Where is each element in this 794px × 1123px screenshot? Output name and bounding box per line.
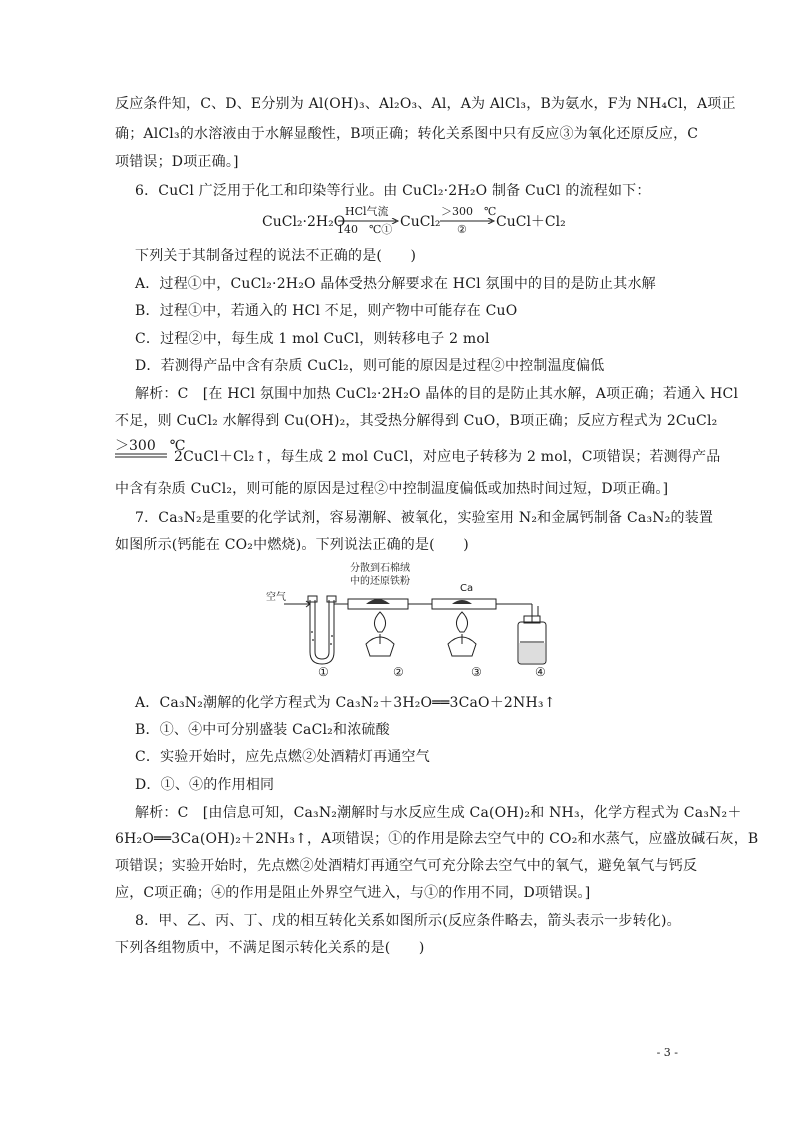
device-3-label: ③ <box>471 665 482 679</box>
question-7-line-1: 7．Ca₃N₂是重要的化学试剂，容易潮解、被氧化，实验室用 N₂和金属钙制备 Ca₃N₂的装置 <box>135 510 714 526</box>
equal-sign-long <box>115 453 169 459</box>
question-6: 6．CuCl 广泛用于化工和印染等行业。由 CuCl₂·2H₂O 制备 CuCl 的流程如下： <box>135 183 651 199</box>
flow-product: CuCl＋Cl₂ <box>496 214 566 230</box>
flow-reactant: CuCl₂·2H₂O <box>262 214 346 230</box>
device-2-label: ② <box>393 665 404 679</box>
apparatus-diagram <box>262 560 562 680</box>
answer-6-line-2: 不足，则 CuCl₂ 水解得到 Cu(OH)₂，其受热分解得到 CuO，B项正确；反应方程式为 2CuCl₂ <box>115 413 718 429</box>
flow-cond2-top: ＞300 ℃ <box>441 205 497 218</box>
page-number: - 3 - <box>656 1046 678 1059</box>
answer-6-line-4: 中含有杂质 CuCl₂，则可能的原因是过程②中控制温度偏低或加热时间过短，D项正确。] <box>115 481 669 497</box>
option-b: B．①、④中可分别盛装 CaCl₂和浓硫酸 <box>135 722 390 738</box>
flow-middle: CuCl₂ <box>400 214 441 230</box>
option-c: C．实验开始时，应先点燃②处酒精灯再通空气 <box>135 749 430 765</box>
option-a: A．过程①中，CuCl₂·2H₂O 晶体受热分解要求在 HCl 氛围中的目的是防止其水解 <box>135 276 656 292</box>
question-8-line-2: 下列各组物质中，不满足图示转化关系的是( ) <box>115 940 425 956</box>
answer-7-line-1: 解析：C [由信息可知，Ca₃N₂潮解时与水反应生成 Ca(OH)₂和 NH₃，化学方程式为 Ca₃N₂＋ <box>135 805 742 821</box>
flow-cond1-top: HCl气流 <box>345 205 389 218</box>
question-7-line-2: 如图所示(钙能在 CO₂中燃烧)。下列说法正确的是( ) <box>115 537 469 553</box>
option-d: D．①、④的作用相同 <box>135 777 275 793</box>
device-4-label: ④ <box>535 665 546 679</box>
answer-6-line-3: 2CuCl＋Cl₂↑，每生成 2 mol CuCl，对应电子转移为 2 mol，C项错误；若测得产品 <box>174 449 721 465</box>
flow-arrow-1 <box>338 218 400 224</box>
flow-arrow-2 <box>440 218 496 224</box>
answer-7-line-3: 项错误；实验开始时，先点燃②处酒精灯再通空气可充分除去空气中的氧气，避免氧气与钙反 <box>115 858 698 874</box>
answer-6-condition: ＞300 ℃ <box>115 438 186 454</box>
calcium-label: Ca <box>460 583 474 594</box>
text-line: 反应条件知，C、D、E分别为 Al(OH)₃、Al₂O₃、Al，A为 AlCl₃，B为氨水，F为 NH₄Cl，A项正 <box>115 96 736 112</box>
text-line: 项错误；D项正确。] <box>115 154 239 170</box>
option-b: B．过程①中，若通入的 HCl 不足，则产物中可能存在 CuO <box>135 303 518 319</box>
device-1-label: ① <box>318 665 329 679</box>
option-c: C．过程②中，每生成 1 mol CuCl，则转移电子 2 mol <box>135 331 490 347</box>
iron-powder-label-1: 分散到石棉绒 <box>350 563 410 574</box>
answer-7-line-2: 6H₂O══3Ca(OH)₂＋2NH₃↑，A项错误；①的作用是除去空气中的 CO₂和水蒸气，应盛放碱石灰，B <box>115 831 759 847</box>
flow-cond1-bottom: 140 ℃① <box>337 223 393 236</box>
answer-6-line-1: 解析：C [在 HCl 氛围中加热 CuCl₂·2H₂O 晶体的目的是防止其水解，A项正确；若通入 HCl <box>135 386 739 402</box>
flow-cond2-bottom: ② <box>457 223 467 236</box>
question-8-line-1: 8．甲、乙、丙、丁、戊的相互转化关系如图所示(反应条件略去，箭头表示一步转化)。 <box>135 913 681 929</box>
answer-7-line-4: 应，C项正确；④的作用是阻止外界空气进入，与①的作用不同，D项错误。] <box>115 885 591 901</box>
question-6-stem: 下列关于其制备过程的说法不正确的是( ) <box>135 248 417 264</box>
air-label: 空气 <box>266 592 286 603</box>
iron-powder-label-2: 中的还原铁粉 <box>350 576 410 587</box>
text-line: 确；AlCl₃的水溶液由于水解显酸性，B项正确；转化关系图中只有反应③为氧化还原反应，C <box>115 126 699 142</box>
option-a: A．Ca₃N₂潮解的化学方程式为 Ca₃N₂＋3H₂O══3CaO＋2NH₃↑ <box>135 695 556 711</box>
option-d: D．若测得产品中含有杂质 CuCl₂，则可能的原因是过程②中控制温度偏低 <box>135 358 605 374</box>
